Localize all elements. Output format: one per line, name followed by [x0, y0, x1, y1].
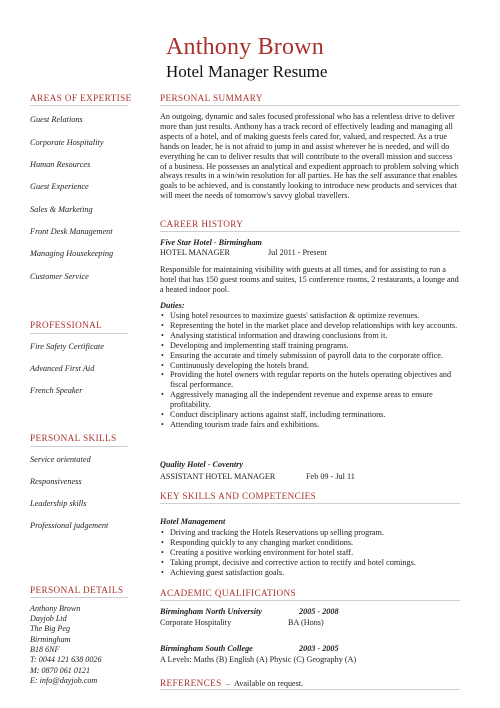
divider: [30, 333, 128, 334]
job2-dates: Feb 09 - Jul 11: [306, 472, 355, 481]
job1-role: HOTEL MANAGER: [160, 248, 230, 257]
school1-years: 2005 - 2008: [299, 607, 339, 616]
list-item: • Attending tourism trade fairs and exhibitions.: [160, 420, 460, 430]
school2-years: 2003 - 2005: [299, 644, 339, 653]
personal-skill-item: Service orientated: [30, 455, 91, 464]
list-item: • Driving and tracking the Hotels Reservations up selling program.: [160, 528, 460, 538]
divider: [160, 600, 460, 601]
contact-postcode: B18 6NF: [30, 645, 60, 654]
duties-label: Duties:: [160, 301, 185, 310]
job2-role: ASSISTANT HOTEL MANAGER: [160, 472, 276, 481]
contact-address: The Big Peg: [30, 624, 71, 633]
list-item: • Responding quickly to any changing market conditions.: [160, 538, 460, 548]
references-text: Available on request.: [233, 679, 304, 688]
professional-heading: PROFESSIONAL: [30, 320, 103, 330]
expertise-item: Sales & Marketing: [30, 205, 93, 214]
expertise-item: Guest Experience: [30, 182, 89, 191]
summary-text: An outgoing, dynamic and sales focused professional who has a relentless drive to deliver more than just results. Anthony has a track record of effectively leading and managing all aspects of a hotel, and of making guests feels cared for, valued, and respected. As a true hands on leader, he is not afraid to jump in and assist wherever he is needed, and will do everything he can to deliver results that will contribute to the overall mission and success of a business. He possesses an analytical and expedient approach to problem solving which always results in a win/win resolution for all parties. He has the self assurance that enables goals to be achieved, and is constantly looking to introduce new products and services that will meet the needs of tomorrow's savvy global travellers.: [160, 112, 459, 201]
references-line: [160, 676, 303, 689]
personal-skill-item: Leadership skills: [30, 499, 87, 508]
contact-mobile: M: 0870 061 0121: [30, 666, 91, 675]
list-item: • Using hotel resources to maximize guests' satisfaction & optimize revenues.: [160, 311, 460, 321]
expertise-item: Corporate Hospitality: [30, 138, 104, 147]
personal-details-heading: PERSONAL DETAILS: [30, 585, 124, 595]
contact-city: Birmingham: [30, 635, 71, 644]
resume-name: Anthony Brown: [166, 34, 324, 60]
key-skills-heading: KEY SKILLS AND COMPETENCIES: [160, 491, 317, 501]
personal-skills-heading: PERSONAL SKILLS: [30, 433, 117, 443]
list-item: • Conduct disciplinary actions against staff, including terminations.: [160, 410, 460, 420]
contact-company: Dayjob Ltd: [30, 614, 67, 623]
list-item: • Analysing statistical information and drawing conclusions from it.: [160, 331, 460, 341]
divider: [30, 105, 128, 106]
list-item: • Creating a positive working environment for hotel staff.: [160, 548, 460, 558]
expertise-item: Guest Relations: [30, 115, 83, 124]
list-item: • Continuously developing the hotels brand.: [160, 361, 460, 371]
contact-email[interactable]: E: info@dayjob.com: [30, 676, 98, 685]
job1-dates: Jul 2011 - Present: [268, 248, 327, 257]
school1-name: Birmingham North University: [160, 607, 262, 616]
school1-course: Corporate Hospitality: [160, 618, 232, 627]
resume-title: Hotel Manager Resume: [166, 62, 328, 81]
expertise-item: Customer Service: [30, 272, 89, 281]
references-heading: REFERENCES: [160, 678, 222, 688]
duties-list: [160, 311, 460, 430]
list-item: • Achieving guest satisfaction goals.: [160, 568, 460, 578]
career-heading: CAREER HISTORY: [160, 219, 244, 229]
divider: [30, 597, 128, 598]
professional-item: French Speaker: [30, 386, 83, 395]
professional-item: Advanced First Aid: [30, 364, 95, 373]
job1-employer: Five Star Hotel - Birmingham: [160, 238, 262, 247]
personal-skill-item: Professional judgement: [30, 521, 109, 530]
job2-employer: Quality Hotel - Coventry: [160, 460, 244, 469]
school2-name: Birmingham South College: [160, 644, 253, 653]
skills-subheading: Hotel Management: [160, 517, 226, 526]
expertise-heading: AREAS OF EXPERTISE: [30, 93, 132, 103]
list-item: • Representing the hotel in the market place and develop relationships with key accounts.: [160, 321, 460, 331]
contact-telephone: T: 0044 121 638 0026: [30, 655, 102, 664]
skills-list: [160, 528, 460, 578]
divider: [160, 231, 460, 232]
expertise-item: Managing Housekeeping: [30, 249, 114, 258]
school1-award: BA (Hons): [288, 618, 324, 627]
divider: [160, 503, 460, 504]
expertise-item: Human Resources: [30, 160, 91, 169]
school2-course: A Levels: Maths (B) English (A) Physic (C) Geography (A): [160, 655, 357, 664]
references-separator: –: [225, 678, 230, 688]
professional-item: Fire Safety Certificate: [30, 342, 104, 351]
list-item: • Providing the hotel owners with regular reports on the hotels operating objectives and fiscal performance.: [160, 370, 460, 390]
job1-description: Responsible for maintaining visibility with guests at all times, and for assisting to run a hotel that has 150 guest rooms and suites, 15 conference rooms, 2 restaurants, a lounge and a heated indoor pool.: [160, 265, 459, 294]
academic-heading: ACADEMIC QUALIFICATIONS: [160, 588, 297, 598]
list-item: • Developing and implementing staff training programs.: [160, 341, 460, 351]
divider: [160, 105, 460, 106]
contact-name: Anthony Brown: [30, 604, 81, 613]
list-item: • Ensuring the accurate and timely submission of payroll data to the corporate office.: [160, 351, 460, 361]
expertise-item: Front Desk Management: [30, 227, 113, 236]
summary-heading: PERSONAL SUMMARY: [160, 93, 263, 103]
divider: [160, 689, 460, 690]
list-item: • Aggressively managing all the independent revenue and expense areas to ensure profitability.: [160, 390, 460, 410]
divider: [30, 446, 128, 447]
personal-skill-item: Responsiveness: [30, 477, 82, 486]
list-item: • Taking prompt, decisive and corrective action to rectify and hotel comings.: [160, 558, 460, 568]
